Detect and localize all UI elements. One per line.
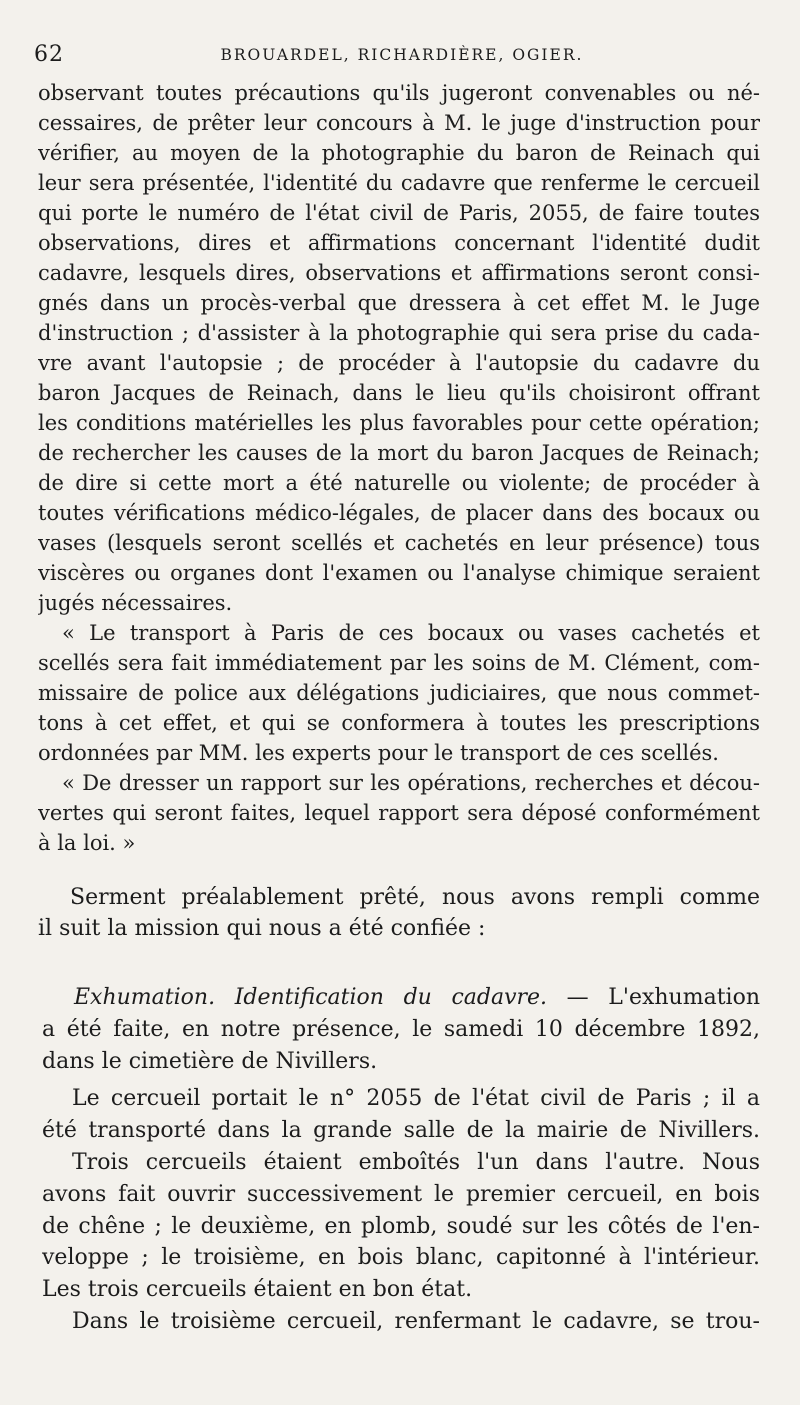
text-line: scellés sera fait immédiatement par les soins de M. Clément, com- (38, 651, 760, 675)
text-line: vases (lesquels seront scellés et cachetés en leur présence) tous (38, 531, 760, 555)
text-line: les conditions matérielles les plus favorables pour cette opération; (38, 411, 760, 435)
body-text-block-2 (38, 882, 760, 944)
text-line: été transporté dans la grande salle de la mairie de Nivillers. (42, 1118, 760, 1144)
text-line: missaire de police aux délégations judiciaires, que nous commet- (38, 681, 760, 705)
text-line: ordonnées par MM. les experts pour le transport de ces scellés. (38, 741, 719, 765)
section-heading-line (42, 982, 760, 1014)
text-line: dans le cimetière de Nivillers. (42, 1048, 378, 1074)
text-line: baron Jacques de Reinach, dans le lieu qu'ils choisiront offrant (38, 381, 760, 405)
text-line: tons à cet effet, et qui se conformera à toutes les prescriptions (38, 711, 760, 735)
text-line: toutes vérifications médico-légales, de placer dans des bocaux ou (38, 501, 760, 525)
text-line: vre avant l'autopsie ; de procéder à l'autopsie du cadavre du (38, 351, 760, 375)
text-line: « Le transport à Paris de ces bocaux ou vases cachetés et (62, 621, 760, 645)
text-line: cadavre, lesquels dires, observations et affirmations seront consi- (38, 261, 760, 285)
text-line: à la loi. » (38, 831, 136, 855)
text-line: il suit la mission qui nous a été confiée : (38, 916, 486, 941)
page-number: 62 (34, 42, 64, 67)
text-line: de chêne ; le deuxième, en plomb, soudé sur les côtés de l'en- (42, 1213, 760, 1239)
text-line: Dans le troisième cercueil, renfermant le cadavre, se trou- (72, 1308, 760, 1334)
text-line: Le cercueil portait le n° 2055 de l'état civil de Paris ; il a (72, 1086, 760, 1112)
running-head: BROUARDEL, RICHARDIÈRE, OGIER. (220, 46, 584, 64)
body-text-block-1 (38, 78, 760, 858)
text-line: veloppe ; le troisième, en bois blanc, capitonné à l'intérieur. (42, 1245, 760, 1271)
body-text-block-3 (42, 982, 760, 1338)
text-line: « De dresser un rapport sur les opérations, recherches et décou- (62, 771, 760, 795)
page-header (34, 42, 770, 72)
text-line: cessaires, de prêter leur concours à M. le juge d'instruction pour (38, 111, 760, 135)
text-line: jugés nécessaires. (38, 591, 233, 615)
text-line: observations, dires et affirmations concernant l'identité dudit (38, 231, 760, 255)
text-line: observant toutes précautions qu'ils jugeront convenables ou né- (38, 81, 760, 105)
text-line: — L'exhumation (547, 985, 760, 1010)
text-line: a été faite, en notre présence, le samedi 10 décembre 1892, (42, 1016, 760, 1042)
section-heading: Exhumation. Identification du cadavre. (74, 985, 548, 1010)
text-line: d'instruction ; d'assister à la photographie qui sera prise du cada- (38, 321, 760, 345)
text-line: vertes qui seront faites, lequel rapport sera déposé conformément (38, 801, 760, 825)
text-line: gnés dans un procès-verbal que dressera à cet effet M. le Juge (38, 291, 760, 315)
text-line: avons fait ouvrir successivement le premier cercueil, en bois (42, 1181, 760, 1207)
text-line: qui porte le numéro de l'état civil de Paris, 2055, de faire toutes (38, 201, 760, 225)
text-line: vérifier, au moyen de la photographie du baron de Reinach qui (38, 141, 760, 165)
text-line: viscères ou organes dont l'examen ou l'analyse chimique seraient (38, 561, 760, 585)
text-line: Les trois cercueils étaient en bon état. (42, 1277, 473, 1303)
text-line: de dire si cette mort a été naturelle ou violente; de procéder à (38, 471, 760, 495)
text-line: Trois cercueils étaient emboîtés l'un dans l'autre. Nous (72, 1149, 760, 1175)
text-line: leur sera présentée, l'identité du cadavre que renferme le cercueil (38, 171, 760, 195)
text-line: Serment préalablement prêté, nous avons rempli comme (70, 885, 760, 910)
text-line: de rechercher les causes de la mort du baron Jacques de Reinach; (38, 441, 760, 465)
